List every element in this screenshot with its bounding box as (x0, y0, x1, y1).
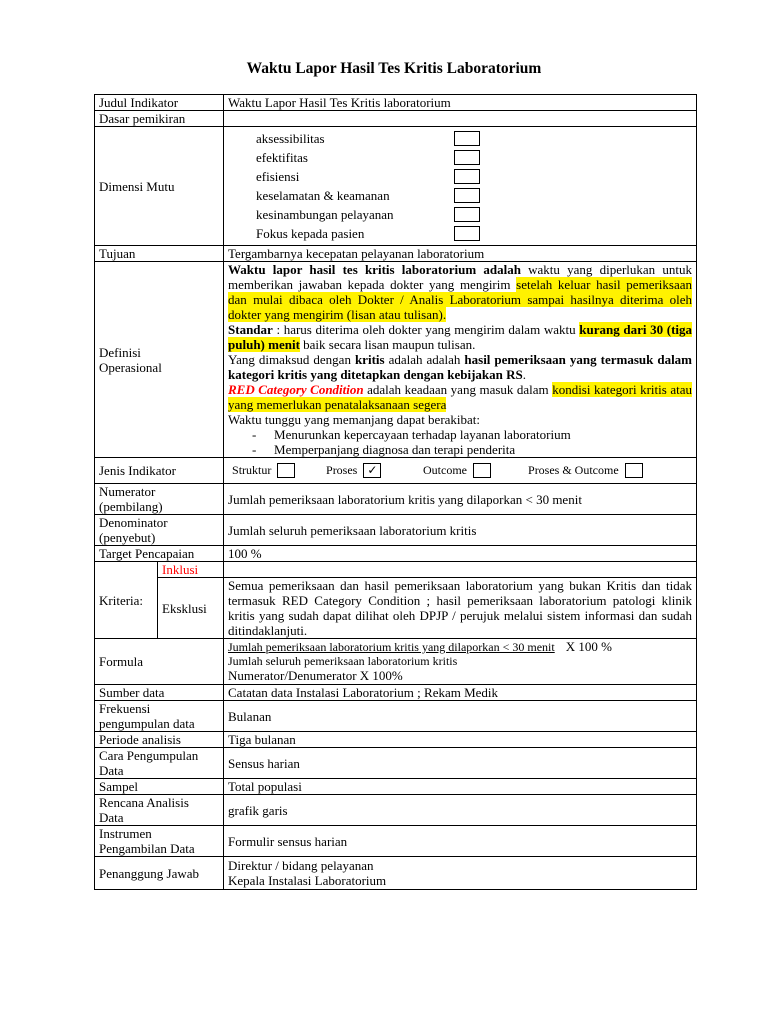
formula-fraction (228, 640, 692, 654)
dimensi-item: aksessibilitas (256, 129, 692, 148)
sampel-value: Total populasi (224, 779, 697, 795)
frekuensi-value: Bulanan (224, 701, 697, 732)
sumber-value: Catatan data Instalasi Laboratorium ; Rekam Medik (224, 685, 697, 701)
penanggung-value: Direktur / bidang pelayanan Kepala Instalasi Laboratorium (224, 857, 697, 890)
checkbox-outcome[interactable] (473, 463, 491, 478)
definisi-paragraph-5: Waktu tunggu yang memanjang dapat berakibat: (228, 412, 481, 427)
denominator-value: Jumlah seluruh pemeriksaan laboratorium kritis (224, 515, 697, 546)
numerator-label: Numerator (pembilang) (95, 484, 224, 515)
jenis-option-proses: Proses ✓ (326, 463, 423, 478)
row-frekuensi (95, 701, 697, 732)
jenis-option-proses-outcome: Proses & Outcome (528, 463, 643, 478)
periode-value: Tiga bulanan (224, 732, 697, 748)
tujuan-value: Tergambarnya kecepatan pelayanan laboratorium (224, 246, 697, 262)
checkbox-proses[interactable]: ✓ (363, 463, 381, 478)
judul-value: Waktu Lapor Hasil Tes Kritis laboratorium (224, 95, 697, 111)
row-kriteria-eksklusi (95, 578, 697, 639)
row-instrumen (95, 826, 697, 857)
denominator-label: Denominator (penyebut) (95, 515, 224, 546)
frekuensi-label: Frekuensi pengumpulan data (95, 701, 224, 732)
tujuan-label: Tujuan (95, 246, 224, 262)
dimensi-checkbox[interactable] (454, 131, 480, 146)
definisi-label: Definisi Operasional (95, 262, 224, 458)
row-numerator (95, 484, 697, 515)
row-kriteria-inklusi (95, 562, 697, 578)
dimensi-item: efektifitas (256, 148, 692, 167)
row-penanggung (95, 857, 697, 890)
dimensi-item: keselamatan & keamanan (256, 186, 692, 205)
rencana-value: grafik garis (224, 795, 697, 826)
definisi-paragraph-4: RED Category Condition adalah keadaan yang masuk dalam kondisi kategori kritis atau yang memerlukan penatalaksanaan segera (228, 382, 692, 412)
definisi-paragraph-3: Yang dimaksud dengan kritis adalah adalah hasil pemeriksaan yang termasuk dalam kategori kritis yang ditetapkan dengan kebijakan RS. (228, 352, 693, 382)
row-rencana (95, 795, 697, 826)
row-formula (95, 639, 697, 685)
instrumen-value: Formulir sensus harian (224, 826, 697, 857)
penanggung-label: Penanggung Jawab (95, 857, 224, 890)
inklusi-label: Inklusi (158, 562, 224, 578)
sumber-label: Sumber data (95, 685, 224, 701)
jenis-label: Jenis Indikator (95, 458, 224, 484)
dimensi-checkbox[interactable] (454, 188, 480, 203)
formula-numerator: Jumlah pemeriksaan laboratorium kritis yang dilaporkan < 30 menit (228, 640, 555, 654)
definisi-paragraph-1: Waktu lapor hasil tes kritis laboratorium adalah waktu yang diperlukan untuk memberikan jawaban kepada dokter yang mengirim setelah keluar hasil pemeriksaan dan mulai dibaca oleh Dokter / Analis Laboratorium sampai hasilnya diterima oleh dokter yang mengirim (lisan atau tulisan). (228, 262, 693, 322)
formula-short: Numerator/Denumerator X 100% (228, 668, 403, 683)
dimensi-checkbox[interactable] (454, 150, 480, 165)
dimensi-checkbox[interactable] (454, 226, 480, 241)
formula-multiplier: X 100 % (565, 639, 612, 654)
row-sumber (95, 685, 697, 701)
row-dasar (95, 111, 697, 127)
dasar-value (224, 111, 697, 127)
judul-label: Judul Indikator (95, 95, 224, 111)
jenis-option-outcome: Outcome (423, 463, 528, 478)
indicator-table (94, 94, 697, 890)
row-judul (95, 95, 697, 111)
formula-value (224, 639, 697, 685)
cara-value: Sensus harian (224, 748, 697, 779)
dimensi-item: Fokus kepada pasien (256, 224, 692, 243)
row-definisi (95, 262, 697, 458)
numerator-value: Jumlah pemeriksaan laboratorium kritis yang dilaporkan < 30 menit (224, 484, 697, 515)
row-sampel (95, 779, 697, 795)
definisi-paragraph-2: Standar : harus diterima oleh dokter yang mengirim dalam waktu kurang dari 30 (tiga puluh) menit baik secara lisan maupun tulisan. (228, 322, 693, 352)
row-cara (95, 748, 697, 779)
row-jenis (95, 458, 697, 484)
jenis-options (224, 458, 697, 484)
kriteria-label: Kriteria: (95, 562, 158, 639)
list-item: - Memperpanjang diagnosa dan terapi penderita (252, 442, 692, 457)
row-periode (95, 732, 697, 748)
formula-label: Formula (95, 639, 224, 685)
dimensi-label: Dimensi Mutu (95, 127, 224, 246)
eksklusi-label: Eksklusi (158, 578, 224, 639)
row-dimensi (95, 127, 697, 246)
cara-label: Cara Pengumpulan Data (95, 748, 224, 779)
dimensi-item: kesinambungan pelayanan (256, 205, 692, 224)
checkbox-struktur[interactable] (277, 463, 295, 478)
row-target (95, 546, 697, 562)
jenis-option-struktur: Struktur (232, 463, 326, 478)
dimensi-list (224, 127, 697, 246)
inklusi-value (224, 562, 697, 578)
list-item: - Menurunkan kepercayaan terhadap layanan laboratorium (252, 427, 692, 442)
target-label: Target Pencapaian (95, 546, 224, 562)
definisi-value (224, 262, 697, 458)
checkbox-proses-outcome[interactable] (625, 463, 643, 478)
row-denominator (95, 515, 697, 546)
periode-label: Periode analisis (95, 732, 224, 748)
eksklusi-value: Semua pemeriksaan dan hasil pemeriksaan laboratorium yang bukan Kritis dan tidak termasuk RED Category Condition ; hasil pemeriksaan laboratorium patologi klinik kritis yang sudah dapat dilihat oleh DPJP / perujuk melalui sistem informasi dan sudah ditindaklanjuti. (224, 578, 697, 639)
dimensi-checkbox[interactable] (454, 169, 480, 184)
dasar-label: Dasar pemikiran (95, 111, 224, 127)
rencana-label: Rencana Analisis Data (95, 795, 224, 826)
document-title: Waktu Lapor Hasil Tes Kritis Laboratorium (246, 60, 542, 77)
formula-denominator: Jumlah seluruh pemeriksaan laboratorium kritis (228, 654, 458, 668)
dimensi-checkbox[interactable] (454, 207, 480, 222)
target-value: 100 % (224, 546, 697, 562)
definisi-bullets (228, 427, 692, 457)
row-tujuan (95, 246, 697, 262)
dimensi-item: efisiensi (256, 167, 692, 186)
sampel-label: Sampel (95, 779, 224, 795)
instrumen-label: Instrumen Pengambilan Data (95, 826, 224, 857)
